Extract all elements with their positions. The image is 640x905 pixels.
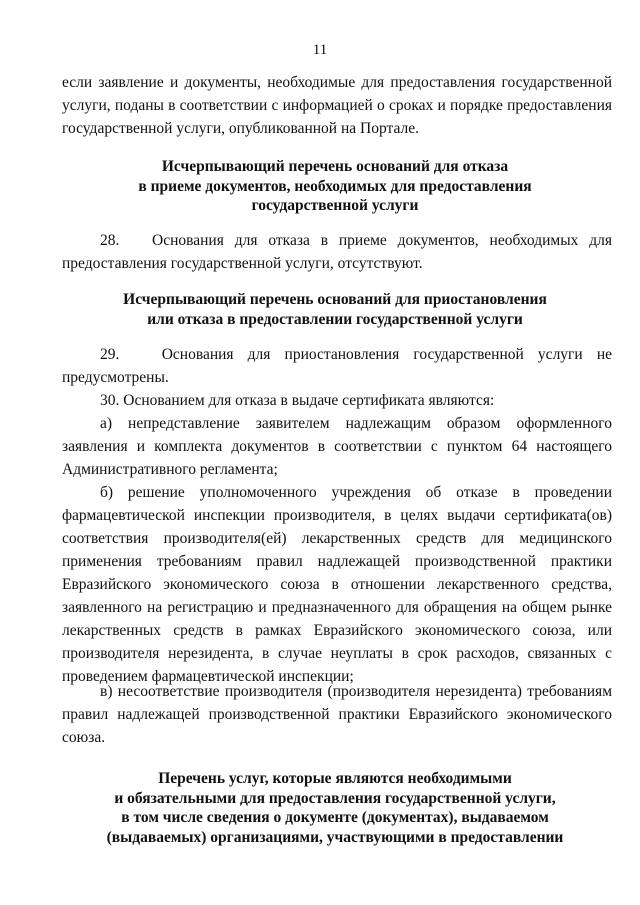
heading-line: Перечень услуг, которые являются необходимыми	[158, 770, 512, 787]
heading-line: (выдаваемых) организациями, участвующими в предоставлении	[106, 828, 564, 846]
heading-line: Исчерпывающий перечень оснований для отказа	[161, 158, 509, 175]
heading-required-services	[40, 769, 630, 847]
heading-line: и обязательными для предоставления государственной услуги,	[114, 789, 556, 807]
clause-30-a: а) непредставление заявителем надлежащим образом оформленного заявления и комплекта документов в соответствии с пунктом 64 настоящего Административного регламента;	[62, 415, 612, 478]
continuation-paragraph: если заявление и документы, необходимые для предоставления государственной услуги, поданы в соответствии с информацией о сроках и порядке предоставления государственной услуги, опубликованной на Портале.	[62, 74, 612, 137]
heading-refusal-grounds	[40, 157, 630, 216]
clause-30-b: б) решение уполномоченного учреждения об отказе в проведении фармацевтической инспекции производителя, в целях выдачи сертификата(ов) соответствия производителя(ей) лекарственных средств для медицинского применения требованиям правил надлежащей производственной практики Евразийского экономического союза в отношении лекарственного средства, заявленного на регистрацию и предназначенного для обращения на общем рынке лекарственных средств в рамках Евразийского экономического союза, или производителя нерезидента, в случае неуплаты в срок расходов, связанных с проведением фармацевтической инспекции;	[62, 484, 612, 685]
heading-line: Исчерпывающий перечень оснований для приостановления	[123, 291, 547, 308]
clause-28: 28. Основания для отказа в приеме документов, необходимых для предоставления государственной услуги, отсутствуют.	[62, 232, 612, 272]
heading-suspension-grounds	[40, 290, 630, 329]
heading-line: в приеме документов, необходимых для предоставления	[138, 177, 532, 195]
clause-29: 29. Основания для приостановления государственной услуги не предусмотрены.	[62, 346, 612, 386]
heading-line: государственной услуги	[251, 197, 419, 214]
clause-30-intro: 30. Основанием для отказа в выдаче сертификата являются:	[100, 392, 495, 409]
clause-30-c: в) несоответствие производителя (производителя нерезидента) требованиям правил надлежащей производственной практики Евразийского экономического союза.	[62, 683, 612, 746]
heading-line: или отказа в предоставлении государственной услуги	[147, 310, 523, 328]
heading-line: в том числе сведения о документе (документах), выдаваемом	[121, 809, 549, 826]
page-number: 11	[312, 42, 328, 58]
